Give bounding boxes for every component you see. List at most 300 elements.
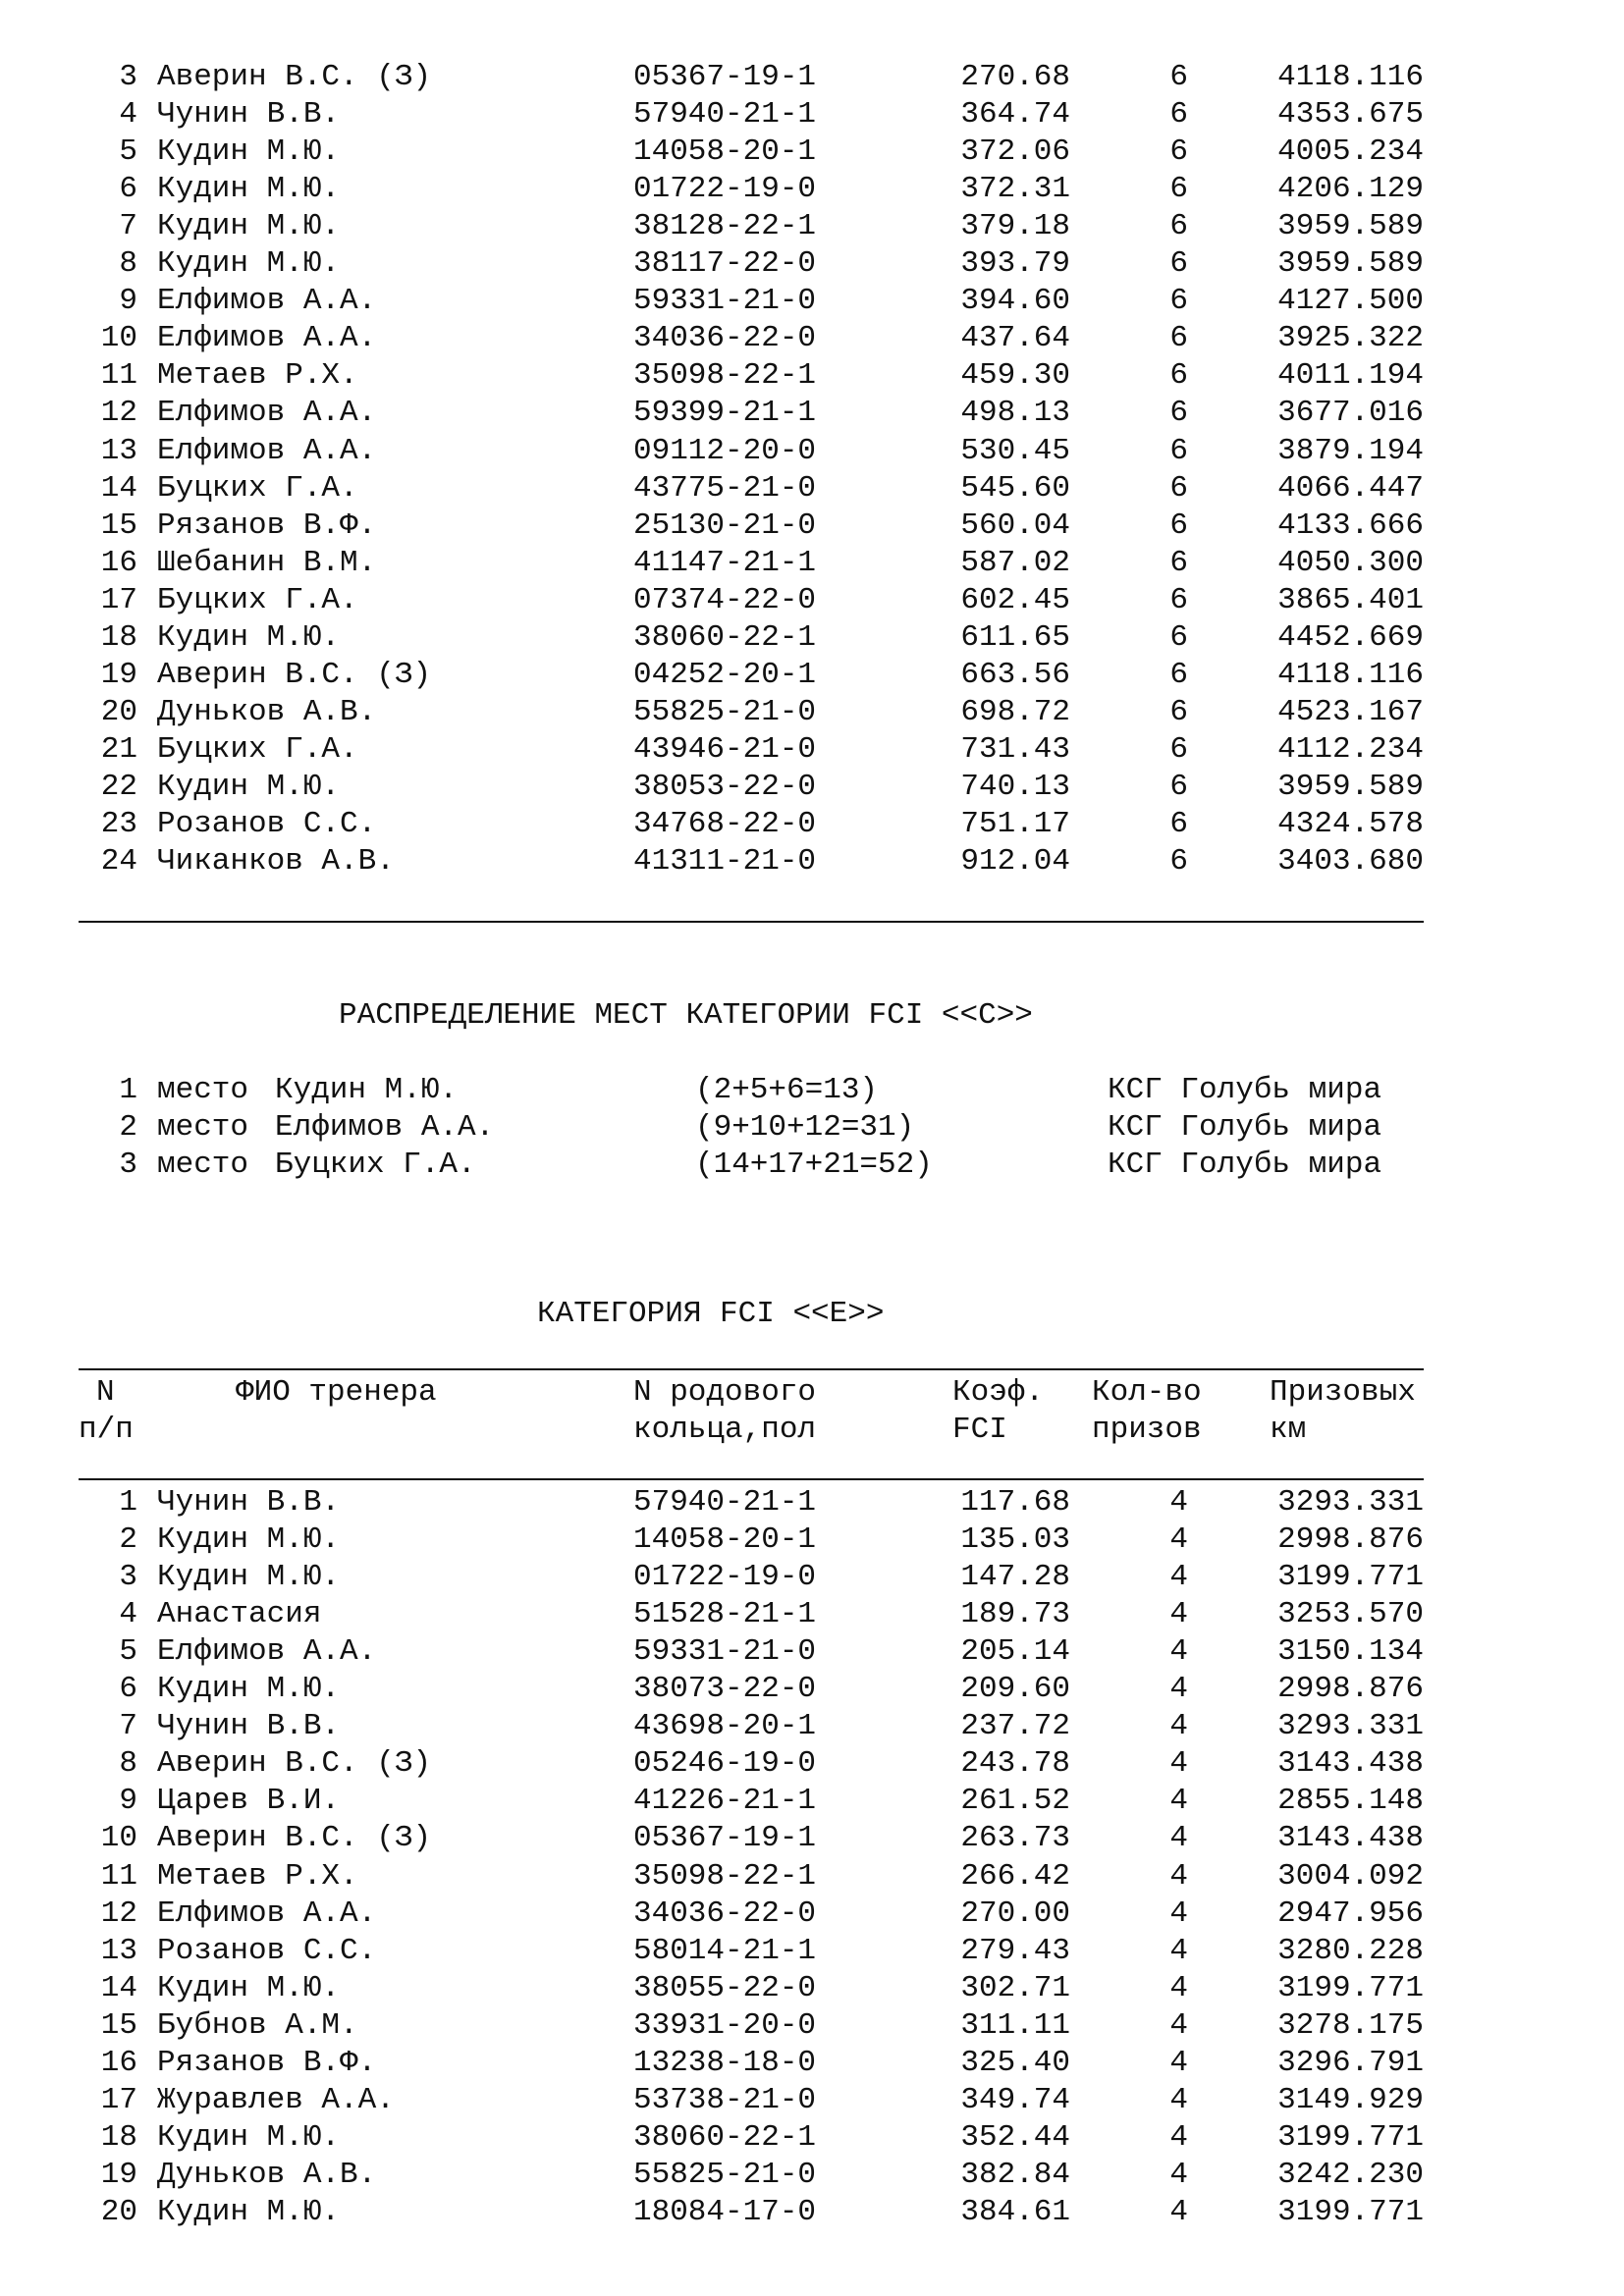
header-top-rule (79, 1368, 1424, 1370)
prize-count: 6 (1169, 358, 1188, 394)
prize-count: 6 (1169, 769, 1188, 804)
table-row (0, 208, 1624, 245)
ring-number: 51528-21-1 (633, 1597, 817, 1632)
header-km-1: Призовых (1270, 1375, 1416, 1410)
prize-count: 6 (1169, 246, 1188, 282)
prize-km: 3296.791 (1277, 2045, 1424, 2080)
trainer-name: Кудин М.Ю. (157, 2119, 341, 2155)
fci-coefficient: 364.74 (960, 97, 1070, 133)
place-score: (9+10+12=31) (695, 1110, 915, 1145)
ring-number: 05367-19-1 (633, 1821, 817, 1856)
row-number: 9 (119, 1784, 137, 1819)
row-number: 11 (100, 1858, 137, 1894)
header-coef-2: FCI (952, 1413, 1007, 1447)
table-row (0, 96, 1624, 133)
fci-coefficient: 311.11 (960, 2007, 1070, 2043)
prize-count: 6 (1169, 60, 1188, 94)
fci-coefficient: 393.79 (960, 246, 1070, 282)
prize-count: 6 (1169, 172, 1188, 207)
prize-km: 3150.134 (1277, 1634, 1424, 1670)
place-score: (14+17+21=52) (695, 1148, 933, 1182)
fci-coefficient: 243.78 (960, 1746, 1070, 1782)
trainer-name: Елфимов А.А. (157, 321, 377, 356)
header-bottom-rule (79, 1478, 1424, 1480)
fci-coefficient: 912.04 (960, 844, 1070, 880)
table-row (0, 1745, 1624, 1783)
prize-km: 3143.438 (1277, 1746, 1424, 1782)
ring-number: 43775-21-0 (633, 470, 817, 506)
header-num-2: п/п (79, 1413, 134, 1447)
fci-coefficient: 560.04 (960, 507, 1070, 543)
prize-km: 2855.148 (1277, 1784, 1424, 1819)
prize-km: 3293.331 (1277, 1485, 1424, 1520)
trainer-name: Буцких Г.А. (275, 1148, 476, 1182)
ring-number: 57940-21-1 (633, 97, 817, 133)
header-ring-1: N родового (633, 1375, 817, 1410)
prize-km: 4353.675 (1277, 97, 1424, 133)
fci-coefficient: 459.30 (960, 358, 1070, 394)
prize-km: 4118.116 (1277, 60, 1424, 94)
row-number: 3 (119, 1560, 137, 1595)
prize-km: 4005.234 (1277, 134, 1424, 170)
table-row (0, 1671, 1624, 1708)
prize-km: 3143.438 (1277, 1821, 1424, 1856)
prize-km: 3004.092 (1277, 1858, 1424, 1894)
trainer-name: Елфимов А.А. (157, 1634, 377, 1670)
trainer-name: Кудин М.Ю. (157, 246, 341, 282)
table-row (0, 1896, 1624, 1933)
prize-km: 3403.680 (1277, 844, 1424, 880)
table-row (0, 1708, 1624, 1745)
trainer-name: Розанов С.С. (157, 1933, 377, 1968)
prize-km: 4118.116 (1277, 657, 1424, 692)
row-number: 2 (119, 1522, 137, 1558)
table-row (0, 1933, 1624, 1970)
row-number: 7 (119, 209, 137, 244)
ring-number: 34036-22-0 (633, 1896, 817, 1931)
fci-coefficient: 382.84 (960, 2157, 1070, 2192)
ring-number: 38073-22-0 (633, 1672, 817, 1707)
prize-count: 6 (1169, 284, 1188, 319)
trainer-name: Кудин М.Ю. (157, 134, 341, 170)
prize-count: 6 (1169, 731, 1188, 767)
table-row (0, 357, 1624, 395)
table-row (0, 133, 1624, 171)
ring-number: 34768-22-0 (633, 807, 817, 841)
table-row (0, 470, 1624, 507)
prize-count: 6 (1169, 844, 1188, 880)
prize-km: 3199.771 (1277, 1560, 1424, 1595)
table-row (0, 2082, 1624, 2119)
prize-count: 6 (1169, 657, 1188, 692)
trainer-name: Чиканков А.В. (157, 844, 395, 880)
table-row (0, 395, 1624, 432)
prize-count: 4 (1169, 1746, 1188, 1782)
distribution-title: РАСПРЕДЕЛЕНИЕ МЕСТ КАТЕГОРИИ FCI <<C>> (339, 998, 1033, 1033)
row-number: 17 (100, 582, 137, 617)
trainer-name: Буцких Г.А. (157, 470, 358, 506)
ring-number: 57940-21-1 (633, 1485, 817, 1520)
row-number: 7 (119, 1709, 137, 1744)
trainer-name: Кудин М.Ю. (157, 209, 341, 244)
prize-count: 4 (1169, 1709, 1188, 1744)
ring-number: 05246-19-0 (633, 1746, 817, 1782)
prize-count: 4 (1169, 2157, 1188, 2192)
trainer-name: Чунин В.В. (157, 1709, 341, 1744)
prize-km: 3865.401 (1277, 582, 1424, 617)
row-number: 17 (100, 2082, 137, 2117)
header-prizes-2: призов (1092, 1413, 1202, 1447)
trainer-name: Аверин В.С. (З) (157, 60, 432, 94)
table-row (0, 1522, 1624, 1559)
place-number: 2 (119, 1110, 137, 1145)
club-name: КСГ Голубь мира (1108, 1073, 1382, 1107)
prize-count: 4 (1169, 1858, 1188, 1894)
fci-coefficient: 209.60 (960, 1672, 1070, 1707)
prize-count: 6 (1169, 807, 1188, 841)
ring-number: 41147-21-1 (633, 545, 817, 580)
prize-count: 4 (1169, 1970, 1188, 2005)
table-row (0, 2119, 1624, 2157)
prize-km: 3879.194 (1277, 433, 1424, 468)
prize-count: 4 (1169, 1821, 1188, 1856)
ring-number: 41226-21-1 (633, 1784, 817, 1819)
trainer-name: Елфимов А.А. (157, 1896, 377, 1931)
trainer-name: Метаев Р.Х. (157, 358, 358, 394)
table-row (0, 1820, 1624, 1857)
row-number: 23 (100, 807, 137, 841)
fci-coefficient: 261.52 (960, 1784, 1070, 1819)
row-number: 20 (100, 2194, 137, 2229)
fci-coefficient: 205.14 (960, 1634, 1070, 1670)
table-row (0, 1484, 1624, 1522)
fci-coefficient: 147.28 (960, 1560, 1070, 1595)
prize-km: 3199.771 (1277, 2194, 1424, 2229)
ring-number: 14058-20-1 (633, 1522, 817, 1558)
trainer-name: Аверин В.С. (З) (157, 1821, 432, 1856)
trainer-name: Кудин М.Ю. (157, 1970, 341, 2005)
category-e-title: КАТЕГОРИЯ FCI <<E>> (537, 1297, 885, 1331)
ring-number: 38060-22-1 (633, 619, 817, 655)
fci-coefficient: 740.13 (960, 769, 1070, 804)
fci-coefficient: 698.72 (960, 694, 1070, 729)
trainer-name: Шебанин В.М. (157, 545, 377, 580)
table-row (0, 1559, 1624, 1596)
prize-km: 3677.016 (1277, 396, 1424, 431)
row-number: 19 (100, 657, 137, 692)
trainer-name: Кудин М.Ю. (275, 1073, 459, 1107)
prize-count: 6 (1169, 694, 1188, 729)
prize-km: 4066.447 (1277, 470, 1424, 506)
table-row (0, 582, 1624, 619)
prize-count: 6 (1169, 470, 1188, 506)
distribution-row (0, 1147, 1624, 1184)
prize-count: 4 (1169, 2007, 1188, 2043)
ring-number: 41311-21-0 (633, 844, 817, 880)
table-row (0, 171, 1624, 208)
ring-number: 38128-22-1 (633, 209, 817, 244)
prize-km: 3925.322 (1277, 321, 1424, 356)
table-row (0, 2194, 1624, 2231)
prize-km: 3242.230 (1277, 2157, 1424, 2192)
prize-km: 2947.956 (1277, 1896, 1424, 1931)
prize-km: 4523.167 (1277, 694, 1424, 729)
ring-number: 01722-19-0 (633, 1560, 817, 1595)
prize-count: 6 (1169, 582, 1188, 617)
trainer-name: Кудин М.Ю. (157, 1560, 341, 1595)
table-row (0, 1596, 1624, 1633)
prize-count: 4 (1169, 1634, 1188, 1670)
ring-number: 59399-21-1 (633, 396, 817, 431)
fci-coefficient: 270.00 (960, 1896, 1070, 1931)
row-number: 16 (100, 545, 137, 580)
prize-km: 3278.175 (1277, 2007, 1424, 2043)
fci-coefficient: 302.71 (960, 1970, 1070, 2005)
row-number: 8 (119, 246, 137, 282)
ring-number: 59331-21-0 (633, 284, 817, 319)
trainer-name: Елфимов А.А. (157, 433, 377, 468)
table-row (0, 320, 1624, 357)
row-number: 18 (100, 2119, 137, 2155)
table-row (0, 2045, 1624, 2082)
table-row (0, 59, 1624, 96)
table-row (0, 769, 1624, 806)
prize-km: 3253.570 (1277, 1597, 1424, 1632)
prize-km: 3959.589 (1277, 246, 1424, 282)
ring-number: 55825-21-0 (633, 2157, 817, 2192)
trainer-name: Рязанов В.Ф. (157, 2045, 377, 2080)
prize-km: 3199.771 (1277, 2119, 1424, 2155)
header-coef-1: Коэф. (952, 1375, 1045, 1410)
trainer-name: Буцких Г.А. (157, 582, 358, 617)
ring-number: 38053-22-0 (633, 769, 817, 804)
table-row (0, 2007, 1624, 2045)
trainer-name: Елфимов А.А. (157, 396, 377, 431)
fci-coefficient: 663.56 (960, 657, 1070, 692)
row-number: 18 (100, 619, 137, 655)
prize-count: 4 (1169, 1485, 1188, 1520)
prize-km: 3959.589 (1277, 209, 1424, 244)
trainer-name: Метаев Р.Х. (157, 1858, 358, 1894)
fci-coefficient: 135.03 (960, 1522, 1070, 1558)
prize-km: 4127.500 (1277, 284, 1424, 319)
trainer-name: Кудин М.Ю. (157, 172, 341, 207)
trainer-name: Елфимов А.А. (157, 284, 377, 319)
ring-number: 13238-18-0 (633, 2045, 817, 2080)
fci-coefficient: 437.64 (960, 321, 1070, 356)
ring-number: 18084-17-0 (633, 2194, 817, 2229)
prize-km: 4011.194 (1277, 358, 1424, 394)
fci-coefficient: 602.45 (960, 582, 1070, 617)
ring-number: 38055-22-0 (633, 1970, 817, 2005)
prize-km: 3959.589 (1277, 769, 1424, 804)
table-row (0, 283, 1624, 320)
table-row (0, 1858, 1624, 1896)
table-row (0, 1633, 1624, 1671)
ring-number: 34036-22-0 (633, 321, 817, 356)
row-number: 4 (119, 1597, 137, 1632)
table-row (0, 1783, 1624, 1820)
ring-number: 25130-21-0 (633, 507, 817, 543)
place-number: 1 (119, 1073, 137, 1107)
prize-km: 4324.578 (1277, 807, 1424, 841)
row-number: 14 (100, 470, 137, 506)
fci-coefficient: 731.43 (960, 731, 1070, 767)
table-row (0, 657, 1624, 694)
trainer-name: Аверин В.С. (З) (157, 1746, 432, 1782)
place-label: место (157, 1073, 249, 1107)
prize-count: 4 (1169, 2119, 1188, 2155)
row-number: 6 (119, 1672, 137, 1707)
place-label: место (157, 1148, 249, 1182)
row-number: 14 (100, 1970, 137, 2005)
header-num-1: N (96, 1375, 115, 1410)
prize-count: 4 (1169, 1597, 1188, 1632)
row-number: 22 (100, 769, 137, 804)
table-bottom-rule (79, 921, 1424, 923)
prize-count: 4 (1169, 2194, 1188, 2229)
row-number: 6 (119, 172, 137, 207)
trainer-name: Кудин М.Ю. (157, 1672, 341, 1707)
prize-km: 3293.331 (1277, 1709, 1424, 1744)
row-number: 5 (119, 1634, 137, 1670)
prize-km: 2998.876 (1277, 1522, 1424, 1558)
trainer-name: Дуньков А.В. (157, 2157, 377, 2192)
ring-number: 43698-20-1 (633, 1709, 817, 1744)
ring-number: 38060-22-1 (633, 2119, 817, 2155)
row-number: 5 (119, 134, 137, 170)
row-number: 1 (119, 1485, 137, 1520)
trainer-name: Елфимов А.А. (275, 1110, 495, 1145)
prize-km: 4452.669 (1277, 619, 1424, 655)
header-ring-2: кольца,пол (633, 1413, 817, 1447)
header-km-2: км (1270, 1413, 1307, 1447)
row-number: 3 (119, 60, 137, 94)
trainer-name: Аверин В.С. (З) (157, 657, 432, 692)
header-name: ФИО тренера (236, 1375, 437, 1410)
row-number: 10 (100, 1821, 137, 1856)
row-number: 19 (100, 2157, 137, 2192)
fci-coefficient: 394.60 (960, 284, 1070, 319)
fci-coefficient: 498.13 (960, 396, 1070, 431)
prize-count: 6 (1169, 433, 1188, 468)
ring-number: 14058-20-1 (633, 134, 817, 170)
fci-coefficient: 530.45 (960, 433, 1070, 468)
prize-count: 4 (1169, 1933, 1188, 1968)
row-number: 15 (100, 2007, 137, 2043)
ring-number: 59331-21-0 (633, 1634, 817, 1670)
place-score: (2+5+6=13) (695, 1073, 879, 1107)
trainer-name: Чунин В.В. (157, 1485, 341, 1520)
prize-km: 4206.129 (1277, 172, 1424, 207)
table-row (0, 1970, 1624, 2007)
prize-count: 4 (1169, 2082, 1188, 2117)
prize-km: 3199.771 (1277, 1970, 1424, 2005)
table-row (0, 545, 1624, 582)
table-row (0, 245, 1624, 283)
trainer-name: Кудин М.Ю. (157, 2194, 341, 2229)
row-number: 4 (119, 97, 137, 133)
club-name: КСГ Голубь мира (1108, 1148, 1382, 1182)
table-row (0, 806, 1624, 843)
ring-number: 35098-22-1 (633, 358, 817, 394)
ring-number: 01722-19-0 (633, 172, 817, 207)
row-number: 15 (100, 507, 137, 543)
ring-number: 09112-20-0 (633, 433, 817, 468)
prize-count: 6 (1169, 507, 1188, 543)
fci-coefficient: 349.74 (960, 2082, 1070, 2117)
table-row (0, 507, 1624, 545)
fci-coefficient: 587.02 (960, 545, 1070, 580)
trainer-name: Анастасия (157, 1597, 322, 1632)
table-row (0, 731, 1624, 769)
prize-km: 4050.300 (1277, 545, 1424, 580)
fci-coefficient: 266.42 (960, 1858, 1070, 1894)
fci-coefficient: 270.68 (960, 60, 1070, 94)
row-number: 8 (119, 1746, 137, 1782)
fci-coefficient: 263.73 (960, 1821, 1070, 1856)
prize-count: 6 (1169, 545, 1188, 580)
fci-coefficient: 372.31 (960, 172, 1070, 207)
fci-coefficient: 379.18 (960, 209, 1070, 244)
row-number: 12 (100, 1896, 137, 1931)
row-number: 11 (100, 358, 137, 394)
row-number: 13 (100, 433, 137, 468)
trainer-name: Царев В.И. (157, 1784, 341, 1819)
prize-km: 2998.876 (1277, 1672, 1424, 1707)
row-number: 21 (100, 731, 137, 767)
header-prizes-1: Кол-во (1092, 1375, 1202, 1410)
table-row (0, 694, 1624, 731)
trainer-name: Рязанов В.Ф. (157, 507, 377, 543)
ring-number: 53738-21-0 (633, 2082, 817, 2117)
prize-count: 6 (1169, 209, 1188, 244)
table-row (0, 843, 1624, 881)
prize-count: 6 (1169, 619, 1188, 655)
row-number: 13 (100, 1933, 137, 1968)
fci-coefficient: 117.68 (960, 1485, 1070, 1520)
trainer-name: Бубнов А.М. (157, 2007, 358, 2043)
ring-number: 07374-22-0 (633, 582, 817, 617)
distribution-row (0, 1072, 1624, 1109)
row-number: 24 (100, 844, 137, 880)
prize-km: 4133.666 (1277, 507, 1424, 543)
row-number: 10 (100, 321, 137, 356)
row-number: 9 (119, 284, 137, 319)
ring-number: 43946-21-0 (633, 731, 817, 767)
fci-coefficient: 325.40 (960, 2045, 1070, 2080)
place-number: 3 (119, 1148, 137, 1182)
ring-number: 55825-21-0 (633, 694, 817, 729)
trainer-name: Кудин М.Ю. (157, 1522, 341, 1558)
trainer-name: Розанов С.С. (157, 807, 377, 841)
prize-count: 6 (1169, 134, 1188, 170)
place-label: место (157, 1110, 249, 1145)
ring-number: 35098-22-1 (633, 1858, 817, 1894)
ring-number: 04252-20-1 (633, 657, 817, 692)
table-row (0, 433, 1624, 470)
trainer-name: Кудин М.Ю. (157, 619, 341, 655)
club-name: КСГ Голубь мира (1108, 1110, 1382, 1145)
ring-number: 58014-21-1 (633, 1933, 817, 1968)
fci-coefficient: 352.44 (960, 2119, 1070, 2155)
prize-km: 3149.929 (1277, 2082, 1424, 2117)
trainer-name: Чунин В.В. (157, 97, 341, 133)
trainer-name: Кудин М.Ю. (157, 769, 341, 804)
ring-number: 05367-19-1 (633, 60, 817, 94)
table-row (0, 2157, 1624, 2194)
fci-coefficient: 189.73 (960, 1597, 1070, 1632)
